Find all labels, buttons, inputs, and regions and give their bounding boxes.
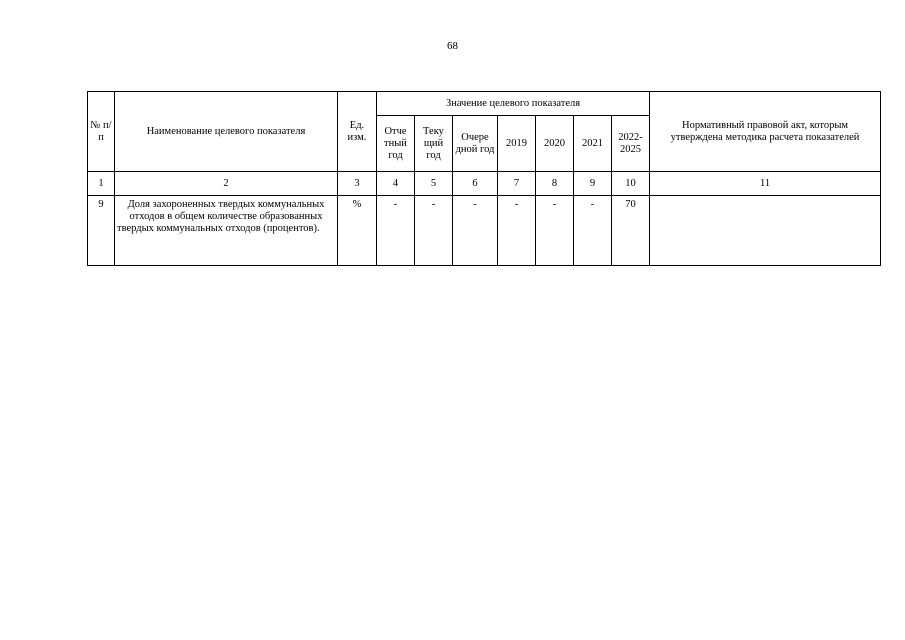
col-number: 3 [338,172,377,196]
col-number: 10 [612,172,650,196]
header-target-value: Значение целевого показателя [377,92,650,116]
row-num: 9 [88,196,115,266]
value-2020: - [536,196,574,266]
header-year-reporting: Отче тный год [377,116,415,172]
value-current-year: - [415,196,453,266]
header-year-2021: 2021 [574,116,612,172]
value-next-year: - [453,196,498,266]
col-number: 9 [574,172,612,196]
header-year-2022-2025: 2022- 2025 [612,116,650,172]
row-legal-act [650,196,881,266]
table-row [88,196,881,266]
col-number: 1 [88,172,115,196]
col-number: 7 [498,172,536,196]
indicator-unit: % [338,196,377,266]
header-year-current: Теку щий год [415,116,453,172]
header-year-2020: 2020 [536,116,574,172]
header-name: Наименование целевого показателя [115,92,338,172]
header-year-next: Очере дной год [453,116,498,172]
col-number: 8 [536,172,574,196]
col-number: 2 [115,172,338,196]
indicator-name: Доля захороненных твердых коммунальных отходов в общем количестве образованных твердых коммунальных отходов (процентов). [115,196,338,266]
col-number: 11 [650,172,881,196]
header-num: № п/п [88,92,115,172]
value-reporting-year: - [377,196,415,266]
col-number: 5 [415,172,453,196]
col-number: 6 [453,172,498,196]
value-2021: - [574,196,612,266]
header-row-1 [88,92,881,116]
target-indicators-table [87,91,881,266]
column-number-row [88,172,881,196]
header-year-2019: 2019 [498,116,536,172]
header-legal-act: Нормативный правовой акт, которым утверждена методика расчета показателей [650,92,881,172]
value-2019: - [498,196,536,266]
header-unit: Ед. изм. [338,92,377,172]
page-number: 68 [447,40,458,52]
value-2022-2025: 70 [612,196,650,266]
col-number: 4 [377,172,415,196]
